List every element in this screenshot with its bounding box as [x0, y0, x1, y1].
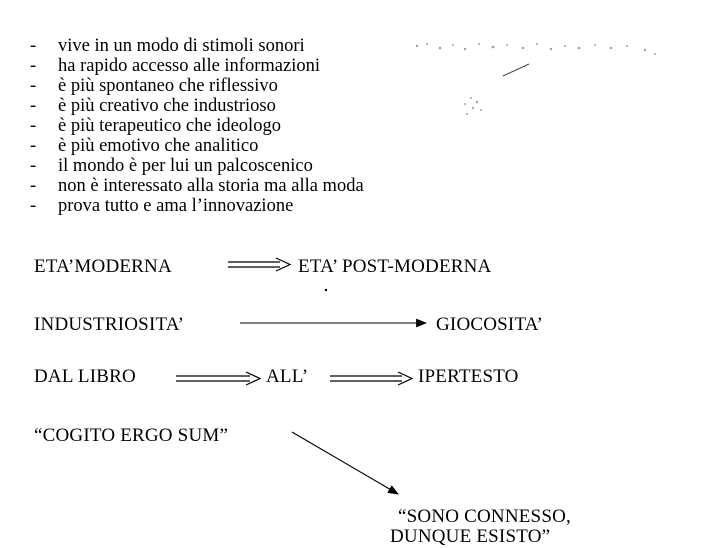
- scan-noise: [405, 36, 665, 126]
- list-item: [30, 116, 364, 136]
- bullet-dash: -: [30, 76, 37, 96]
- double-arrow-icon: [330, 372, 412, 385]
- dunque-esisto-quote: DUNQUE ESISTO”: [390, 526, 551, 547]
- bullet-dash: -: [30, 116, 37, 136]
- list-item: [30, 136, 364, 156]
- list-item-text: prova tutto e ama l’innovazione: [58, 196, 294, 216]
- list-item: [30, 196, 364, 216]
- era-modern-label: ETA’MODERNA: [34, 256, 172, 277]
- giocosita-label: GIOCOSITA’: [436, 314, 544, 335]
- bullet-dash: -: [30, 36, 37, 56]
- all-label: ALL’: [266, 366, 309, 387]
- list-item-text: è più spontaneo che riflessivo: [58, 76, 278, 96]
- bullet-dash: -: [30, 136, 37, 156]
- list-item-text: il mondo è per lui un palcoscenico: [58, 156, 313, 176]
- list-item-text: è più emotivo che analitico: [58, 136, 259, 156]
- list-item: [30, 76, 364, 96]
- list-item-text: non è interessato alla storia ma alla moda: [58, 176, 364, 196]
- list-item-text: è più creativo che industrioso: [58, 96, 276, 116]
- list-item-text: è più terapeutico che ideologo: [58, 116, 281, 136]
- industriosita-label: INDUSTRIOSITA’: [34, 314, 185, 335]
- list-item: [30, 96, 364, 116]
- bullet-dash: -: [30, 196, 37, 216]
- bullet-dash: -: [30, 96, 37, 116]
- dal-libro-label: DAL LIBRO: [34, 366, 136, 387]
- double-arrow-icon: [176, 372, 260, 385]
- era-postmodern-label: ETA’ POST-MODERNA: [298, 256, 492, 277]
- diagonal-arrow-icon: [292, 432, 398, 494]
- scan-dot: [325, 289, 327, 291]
- ipertesto-label: IPERTESTO: [418, 366, 519, 387]
- list-item-text: vive in un modo di stimoli sonori: [58, 36, 305, 56]
- list-item: [30, 36, 364, 56]
- list-item: [30, 156, 364, 176]
- bullet-dash: -: [30, 156, 37, 176]
- bullet-dash: -: [30, 176, 37, 196]
- list-item: [30, 56, 364, 76]
- cogito-quote: “COGITO ERGO SUM”: [34, 425, 229, 446]
- characteristics-list: [30, 36, 364, 216]
- sono-connesso-quote: “SONO CONNESSO,: [398, 506, 571, 527]
- list-item-text: ha rapido accesso alle informazioni: [58, 56, 320, 76]
- bullet-dash: -: [30, 56, 37, 76]
- double-arrow-icon: [228, 258, 290, 271]
- list-item: [30, 176, 364, 196]
